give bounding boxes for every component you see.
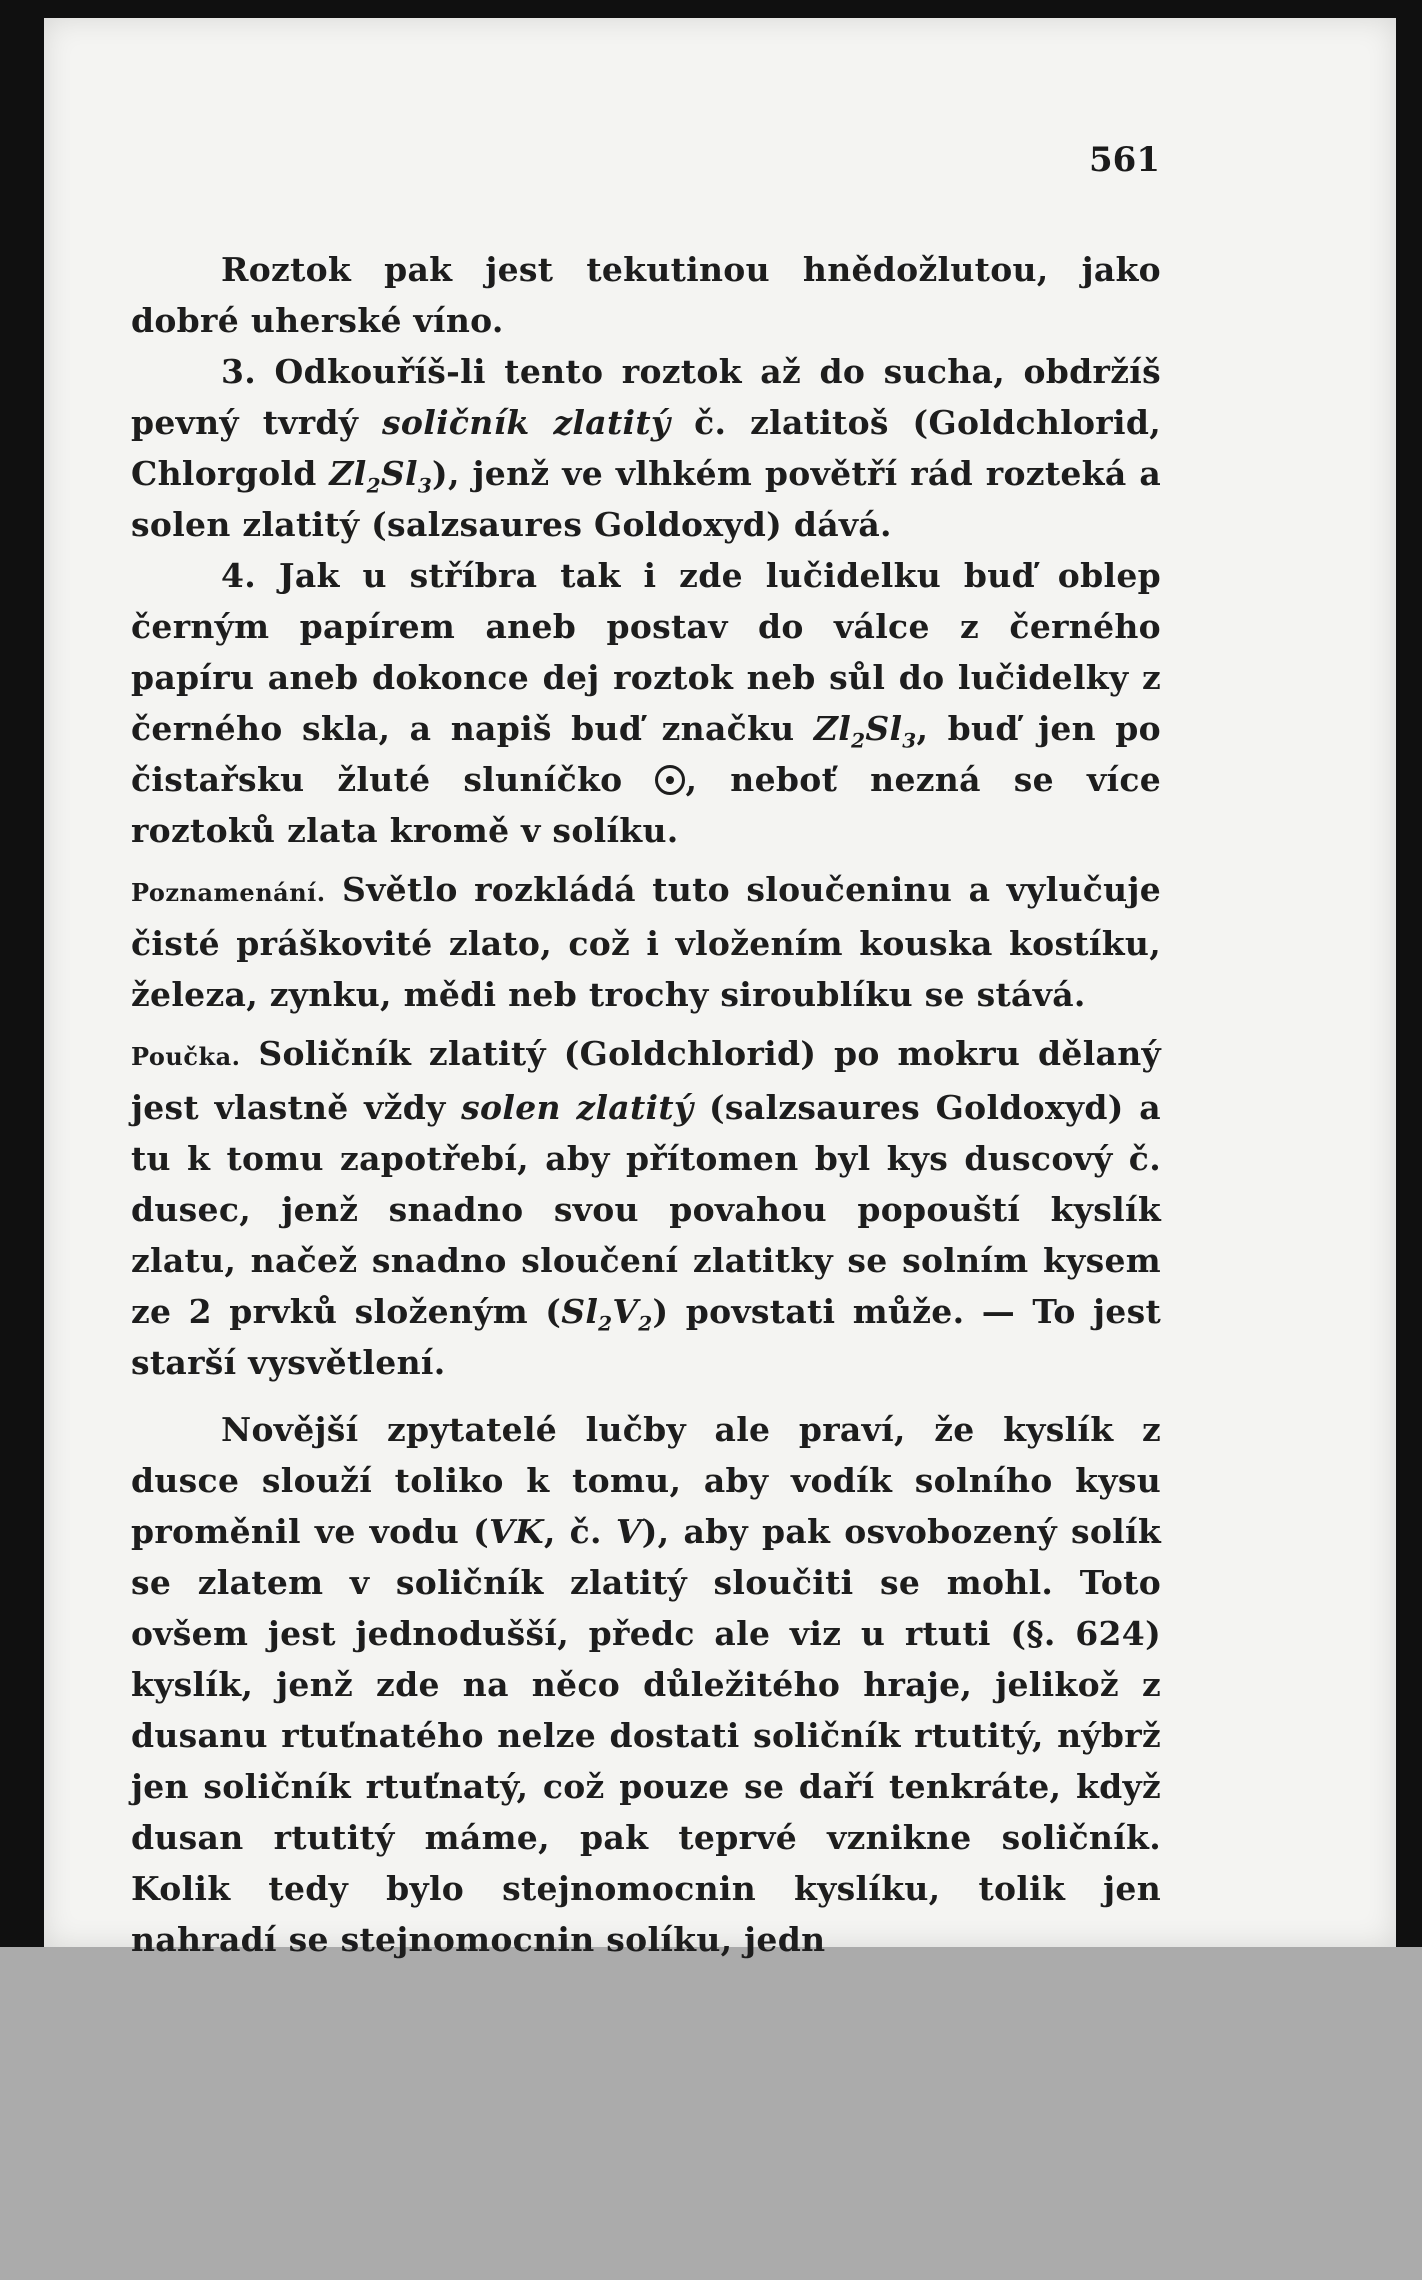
p6-text-c: ), aby pak osvobozený solík se zlatem v soličník zlatitý sloučiti se mohl. Toto ovšem jest jednodušší, předc ale viz u rtuti (§. 624) kyslík, jenž zde na něco důležitého hraje, jelikož z dusanu rtuťnatého nelze dostati soličník rtutitý, nýbrž jen soličník rtuťnatý, což pouze se daří tenkráte, když dusan rtutitý máme, pak teprvé vznikne soličník. Kolik tedy bylo stejnomocnin kyslíku, tolik jen nahradí se stejnomocnin solíku, jedn	[131, 1512, 1161, 1959]
paragraph-2	[131, 346, 1161, 550]
formula-part: V	[612, 1292, 639, 1331]
p6-text-b: , č.	[543, 1512, 616, 1551]
p2-text-a: 3. Odkouříš-li tento roztok až do sucha, obdržíš pevný tvrdý	[131, 352, 1161, 442]
p3-text-b: , buď jen po čistařsku žluté sluníčko	[131, 709, 1161, 799]
formula-vk: VK	[488, 1512, 544, 1551]
formula-subscript: 2	[598, 1311, 613, 1336]
p3-text-c: , neboť nezná se více roztoků zlata kromě v solíku.	[131, 760, 1162, 850]
formula-part: Sl	[561, 1292, 599, 1331]
formula-part: Sl	[380, 454, 418, 493]
p5-text-b: (salzsaures Goldoxyd) a tu k tomu zapotřebí, aby přítomen byl kys duscový č. dusec, jenž snadno svou povahou popouští kyslík zlatu, načež snadno sloučení zlatitky se solním kysem ze 2 prvků složeným (	[131, 1088, 1161, 1331]
paragraph-rule	[131, 1028, 1161, 1388]
formula-subscript: 2	[851, 728, 866, 753]
rule-label: Poučka.	[131, 1042, 241, 1071]
p5-emphasis: solen zlatitý	[461, 1088, 694, 1127]
p6-text-a: Novější zpytatelé lučby ale praví, že kyslík z dusce slouží toliko k tomu, aby vodík solního kysu proměnil ve vodu (	[131, 1410, 1161, 1551]
formula-zl2sl3	[813, 709, 917, 753]
p5-text-a: Soličník zlatitý (Goldchlorid) po mokru dělaný jest vlastně vždy	[131, 1034, 1161, 1127]
formula-v: V	[615, 1512, 642, 1551]
paragraph-6	[131, 1404, 1161, 1965]
p2-text-c: ), jenž ve vlhkém povětří rád rozteká a solen zlatitý (salzsaures Goldoxyd) dává.	[131, 454, 1162, 544]
formula-part: Zl	[329, 454, 367, 493]
paragraph-1-text: Roztok pak jest tekutinou hnědožlutou, jako dobré uherské víno.	[131, 250, 1161, 340]
paragraph-3	[131, 550, 1161, 856]
formula-subscript: 3	[902, 728, 917, 753]
sun-symbol-icon	[655, 765, 685, 795]
formula-sl2v2	[561, 1292, 653, 1336]
page-body-text	[131, 244, 1161, 1965]
formula-part: Zl	[813, 709, 852, 748]
p5-text-c: ) povstati může. — To jest starší vysvětlení.	[131, 1292, 1161, 1382]
formula-subscript: 2	[638, 1311, 653, 1336]
formula-subscript: 3	[417, 473, 433, 498]
formula-zl2sl3	[329, 454, 433, 498]
p2-text-b: č. zlatitoš (Goldchlorid, Chlorgold	[131, 403, 1161, 493]
note-text: Světlo rozkládá tuto sloučeninu a vylučuje čisté práškovité zlato, což i vložením kouska kostíku, železa, zynku, mědi neb trochy siroublíku se stává.	[131, 870, 1161, 1014]
paragraph-1	[131, 244, 1161, 346]
page-number: 561	[1089, 140, 1160, 180]
formula-subscript: 2	[366, 473, 381, 498]
p2-emphasis: soličník zlatitý	[382, 403, 671, 442]
paragraph-note	[131, 864, 1161, 1020]
formula-part: Sl	[865, 709, 903, 748]
note-label: Poznamenání.	[131, 878, 326, 907]
p3-text-a: 4. Jak u stříbra tak i zde lučidelku buď oblep černým papírem aneb postav do válce z černého papíru aneb dokonce dej roztok neb sůl do lučidelky z černého skla, a napiš buď značku	[131, 556, 1161, 748]
